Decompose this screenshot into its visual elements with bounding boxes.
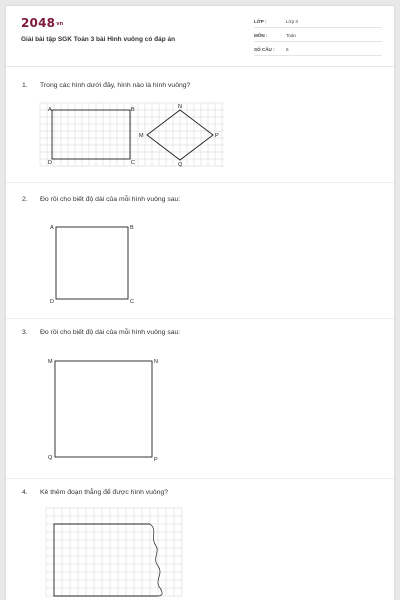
incomplete-square-lines <box>54 524 158 596</box>
meta-grade-key: LỚP : <box>254 19 267 24</box>
figure-q3 <box>46 355 168 465</box>
document-title: Giải bài tập SGK Toán 3 bài Hình vuông có đáp án <box>21 36 176 43</box>
question-text: Đo rồi cho biết độ dài của mỗi hình vuông sau: <box>40 196 181 203</box>
question-number: 4. <box>22 489 28 496</box>
label-c: C <box>131 160 135 166</box>
question-text: Đo rồi cho biết độ dài của mỗi hình vuông sau: <box>40 329 181 336</box>
worksheet-page <box>6 6 394 600</box>
meta-grade-value: Lớp 3 <box>286 19 298 24</box>
figure-q4 <box>46 508 186 598</box>
meta-subject-value: Toán <box>286 33 296 38</box>
question-text: Kẻ thêm đoạn thẳng để được hình vuông? <box>40 489 169 496</box>
figure-q1 <box>40 103 225 166</box>
meta-subject-key: MÔN : <box>254 33 268 38</box>
logo-text: 2048 <box>21 16 56 30</box>
label-m: M <box>48 359 53 365</box>
label-p: P <box>154 457 158 463</box>
meta-subject <box>254 31 382 42</box>
page-header <box>6 6 394 67</box>
meta-grade <box>254 17 382 28</box>
torn-edge <box>150 524 162 596</box>
label-a: A <box>50 225 54 231</box>
label-p: P <box>215 133 219 139</box>
square-abcd <box>56 227 128 299</box>
meta-question-count <box>254 45 382 56</box>
logo-suffix: vn <box>56 20 64 27</box>
label-n: N <box>178 104 182 110</box>
meta-divider <box>254 27 382 28</box>
label-q: Q <box>48 455 53 461</box>
label-c: C <box>130 299 134 305</box>
question-text: Trong các hình dưới đây, hình nào là hình vuông? <box>40 82 191 89</box>
figure-q2 <box>46 221 146 306</box>
meta-count-key: SỐ CÂU : <box>254 47 275 52</box>
label-b: B <box>130 225 134 231</box>
grid-paper <box>46 508 182 596</box>
question-number: 2. <box>22 196 28 203</box>
label-d: D <box>50 299 54 305</box>
section-divider <box>6 318 394 319</box>
rectangle-abcd <box>52 110 130 159</box>
meta-divider <box>254 41 382 42</box>
site-logo[interactable] <box>21 16 63 30</box>
meta-count-value: 6 <box>286 47 289 52</box>
label-m: M <box>139 133 144 139</box>
label-a: A <box>48 107 52 113</box>
label-b: B <box>131 107 135 113</box>
label-d: D <box>48 160 52 166</box>
section-divider <box>6 182 394 183</box>
square-mnpq <box>55 361 152 457</box>
section-divider <box>6 478 394 479</box>
label-n: N <box>154 359 158 365</box>
meta-divider <box>254 55 382 56</box>
question-number: 3. <box>22 329 28 336</box>
label-q: Q <box>178 162 183 168</box>
question-number: 1. <box>22 82 28 89</box>
